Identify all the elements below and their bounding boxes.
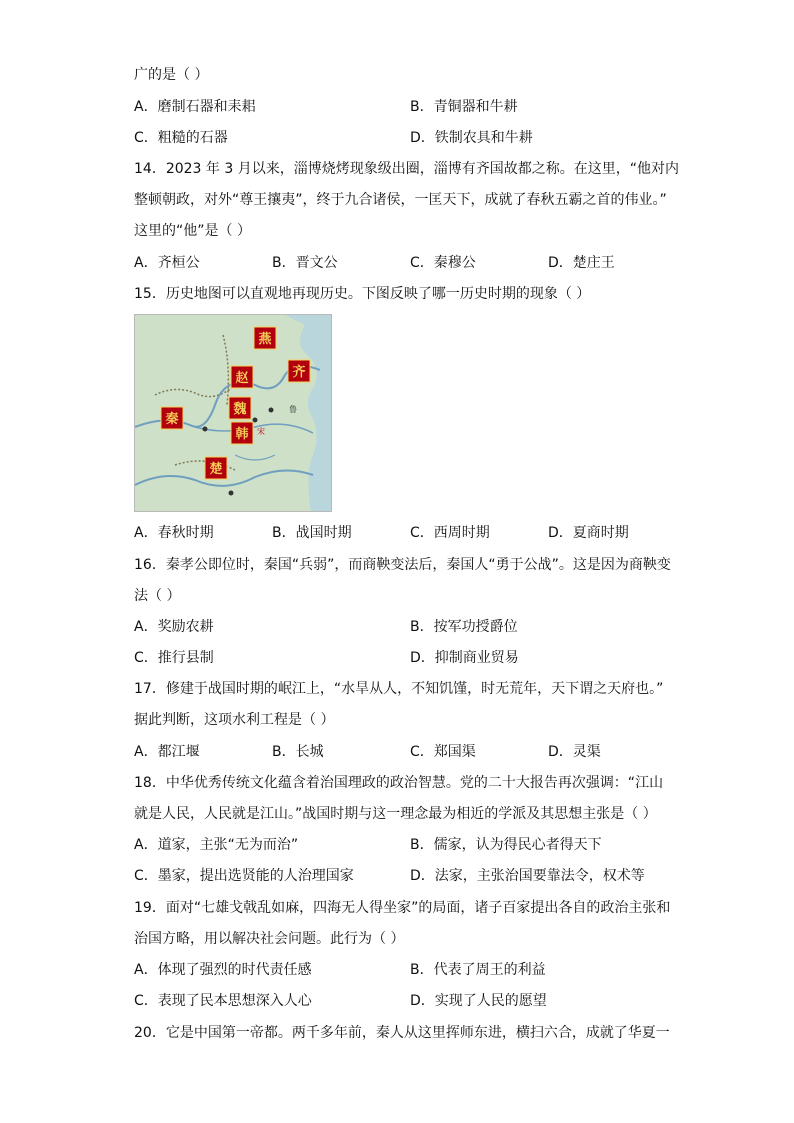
map-svg xyxy=(135,315,332,512)
q17-option-d[interactable]: D．灵渠 xyxy=(548,744,601,760)
q18-stem-line-1: 18．中华优秀传统文化蕴含着治国理政的政治智慧。党的二十大报告再次强调：“江山 xyxy=(134,775,664,791)
q16-stem-line-1: 16．秦孝公即位时，秦国“兵弱”，而商鞅变法后，秦国人“勇于公战”。这是因为商鞅变 xyxy=(134,557,671,573)
map-label-lu: 鲁 xyxy=(289,405,297,414)
q14-option-b[interactable]: B．晋文公 xyxy=(272,255,338,271)
q19-stem-line-2: 治国方略，用以解决社会问题。此行为（ ） xyxy=(134,931,405,947)
state-label-han: 韩 xyxy=(235,427,249,442)
q15-option-d[interactable]: D．夏商时期 xyxy=(548,525,629,541)
q15-stem: 15．历史地图可以直观地再现历史。下图反映了哪一历史时期的现象（ ） xyxy=(134,286,591,302)
q13-stem-tail: 广的是（ ） xyxy=(134,67,209,83)
q13-option-d[interactable]: D．铁制农具和牛耕 xyxy=(410,130,533,146)
state-label-qin: 秦 xyxy=(165,412,179,427)
q18-stem-line-2: 就是人民，人民就是江山。”战国时期与这一理念最为相近的学派及其思想主张是（ ） xyxy=(134,806,657,822)
state-box-qin xyxy=(161,407,183,429)
q16-option-d[interactable]: D．抑制商业贸易 xyxy=(410,650,519,666)
q17-option-a[interactable]: A．都江堰 xyxy=(134,744,200,760)
state-box-han xyxy=(231,422,253,444)
capital-marker xyxy=(203,427,208,432)
q17-option-b[interactable]: B．长城 xyxy=(272,744,324,760)
capital-marker xyxy=(269,408,274,413)
q19-stem-line-1: 19．面对“七雄戈戟乱如麻，四海无人得坐家”的局面，诸子百家提出各自的政治主张和 xyxy=(134,900,671,916)
q15-option-a[interactable]: A．春秋时期 xyxy=(134,525,214,541)
q19-option-a[interactable]: A．体现了强烈的时代责任感 xyxy=(134,962,312,978)
q19-option-b[interactable]: B．代表了周王的利益 xyxy=(410,962,546,978)
q14-option-a[interactable]: A．齐桓公 xyxy=(134,255,200,271)
state-label-wei: 魏 xyxy=(233,402,247,417)
q17-stem-line-2: 据此判断，这项水利工程是（ ） xyxy=(134,712,335,728)
state-label-chu: 楚 xyxy=(209,462,223,477)
q19-option-c[interactable]: C．表现了民本思想深入人心 xyxy=(134,993,312,1009)
q18-option-c[interactable]: C．墨家，提出选贤能的人治理国家 xyxy=(134,868,354,884)
q15-option-b[interactable]: B．战国时期 xyxy=(272,525,352,541)
state-label-qi: 齐 xyxy=(292,365,306,380)
q17-option-c[interactable]: C．郑国渠 xyxy=(410,744,476,760)
q14-stem-line-3: 这里的“他”是（ ） xyxy=(134,223,251,239)
q18-option-a[interactable]: A．道家，主张“无为而治” xyxy=(134,837,299,853)
map-label-song: 宋 xyxy=(257,427,265,436)
state-label-yan: 燕 xyxy=(258,332,272,347)
state-box-wei xyxy=(229,397,251,419)
q18-option-b[interactable]: B．儒家，认为得民心者得天下 xyxy=(410,837,602,853)
q14-stem-line-2: 整顿朝政，对外“尊王攘夷”，终于九合诸侯，一匡天下，成就了春秋五霸之首的伟业。” xyxy=(134,192,667,208)
q14-stem-line-1: 14．2023 年 3 月以来，淄博烧烤现象级出圈，淄博有齐国故都之称。在这里，“他对内 xyxy=(134,161,679,177)
q14-option-d[interactable]: D．楚庄王 xyxy=(548,255,615,271)
q14-option-c[interactable]: C．秦穆公 xyxy=(410,255,476,271)
q16-stem-line-2: 法（ ） xyxy=(134,588,181,604)
q20-stem-line-1: 20．它是中国第一帝都。两千多年前，秦人从这里挥师东进，横扫六合，成就了华夏一 xyxy=(134,1025,670,1041)
q17-stem-line-1: 17．修建于战国时期的岷江上，“水旱从人，不知饥馑，时无荒年，天下谓之天府也。” xyxy=(134,681,664,697)
state-box-yan xyxy=(254,327,276,349)
q18-option-d[interactable]: D．法家，主张治国要靠法令，权术等 xyxy=(410,868,645,884)
q13-option-a[interactable]: A．磨制石器和耒耜 xyxy=(134,99,256,115)
capital-marker xyxy=(229,491,234,496)
q13-option-b[interactable]: B．青铜器和牛耕 xyxy=(410,99,518,115)
q16-option-a[interactable]: A．奖励农耕 xyxy=(134,619,214,635)
state-box-zhao xyxy=(231,366,253,388)
warring-states-map xyxy=(134,314,332,512)
q16-option-b[interactable]: B．按军功授爵位 xyxy=(410,619,518,635)
q15-option-c[interactable]: C．西周时期 xyxy=(410,525,490,541)
state-box-qi xyxy=(288,360,310,382)
state-label-zhao: 赵 xyxy=(235,371,249,386)
q19-option-d[interactable]: D．实现了人民的愿望 xyxy=(410,993,547,1009)
state-box-chu xyxy=(205,457,227,479)
q13-option-c[interactable]: C．粗糙的石器 xyxy=(134,130,228,146)
q16-option-c[interactable]: C．推行县制 xyxy=(134,650,214,666)
